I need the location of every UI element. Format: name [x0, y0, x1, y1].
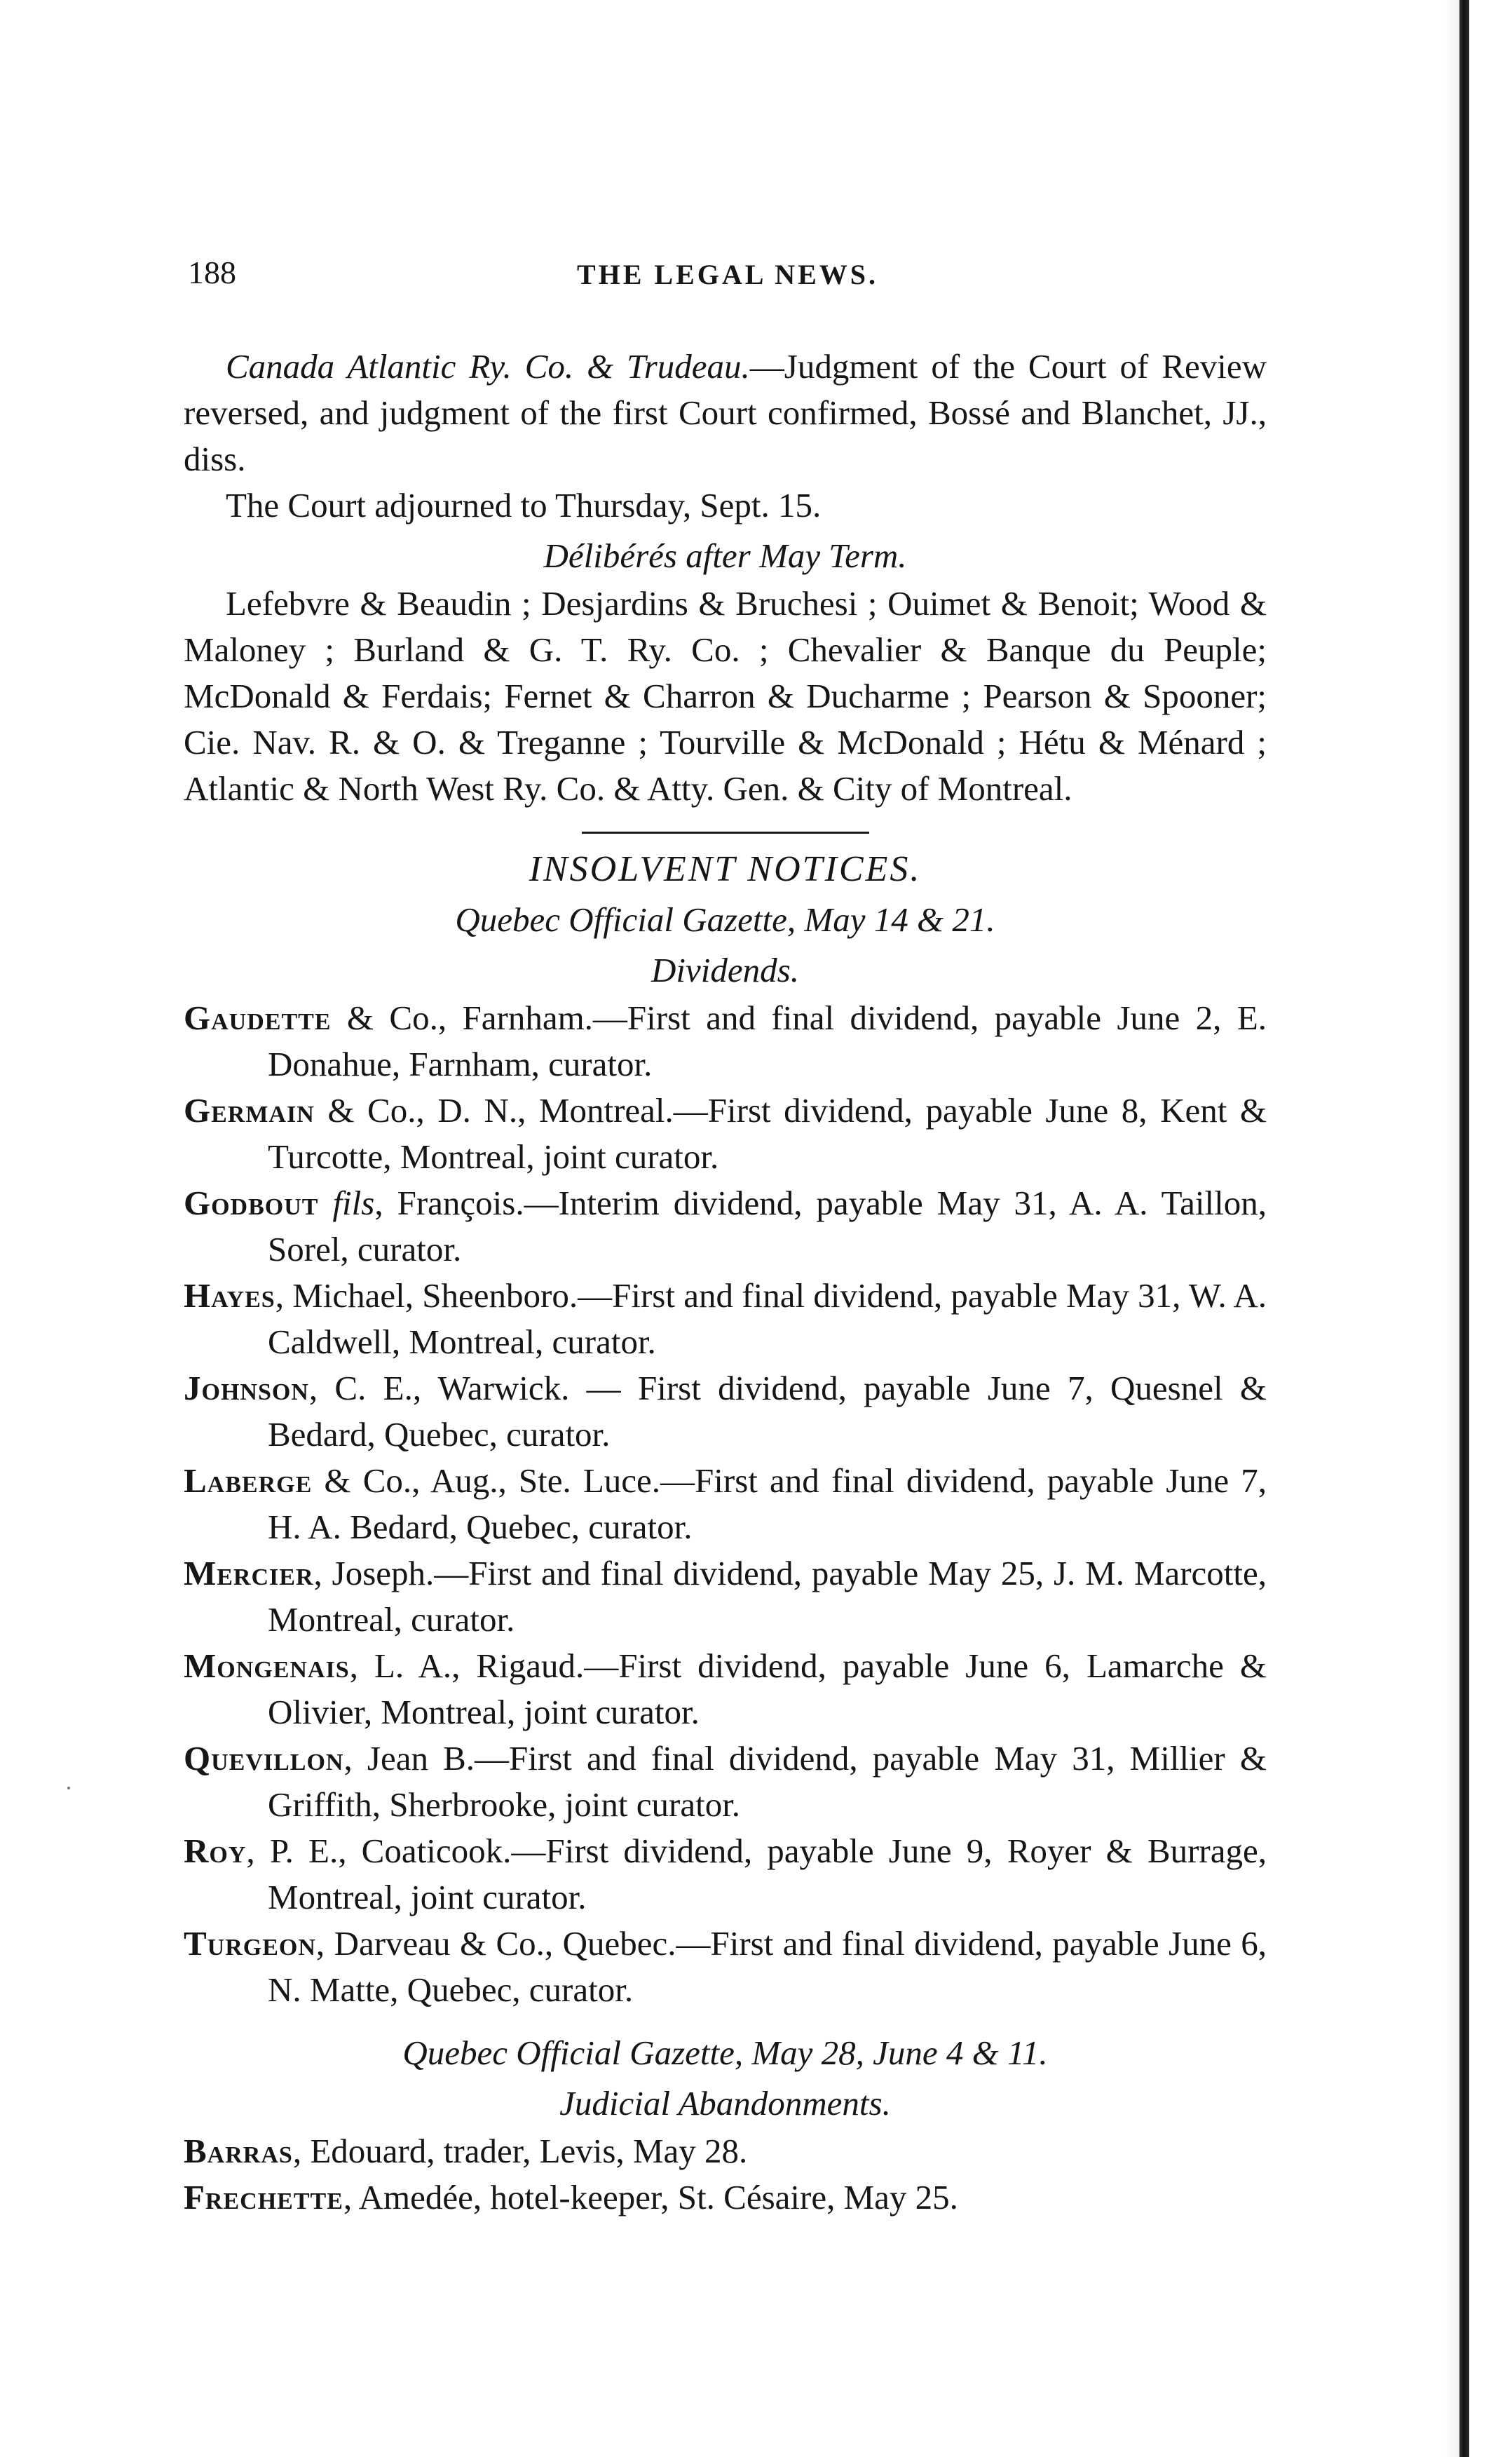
notice-name: Gaudette: [184, 999, 332, 1037]
notice-entry: [184, 995, 1267, 1088]
ink-speck: [67, 1787, 70, 1789]
adjourned-paragraph: The Court adjourned to Thursday, Sept. 15.: [226, 486, 822, 524]
deliberes-heading: Délibérés after May Term.: [543, 536, 907, 575]
case-paragraph: [184, 344, 1267, 482]
case-title: Canada Atlantic Ry. Co. & Trudeau.: [226, 347, 750, 386]
notice-name: Hayes: [184, 1276, 275, 1315]
section-divider: [582, 832, 869, 834]
abandonments-list: [184, 2128, 1267, 2221]
case-text: —Judgment of the Court of Review reversed, and judgment of the first Court confirmed, Bossé and Blanchet, JJ., diss.: [184, 347, 1267, 478]
gazette-heading-2: Quebec Official Gazette, May 28, June 4 & 11.: [402, 2033, 1048, 2072]
notice-details: , Joseph.—First and final dividend, payable May 25, J. M. Marcotte, Montreal, curator.: [268, 1554, 1267, 1639]
notice-details: , Michael, Sheenboro.—First and final dividend, payable May 31, W. A. Caldwell, Montreal, curator.: [268, 1276, 1267, 1361]
notice-details: , P. E., Coaticook.—First dividend, payable June 9, Royer & Burrage, Montreal, joint curator.: [246, 1832, 1267, 1916]
notice-details: , L. A., Rigaud.—First dividend, payable June 6, Lamarche & Olivier, Montreal, joint curator.: [268, 1646, 1267, 1731]
notice-name: Roy: [184, 1832, 247, 1870]
page-number: 188: [188, 255, 236, 290]
running-head: THE LEGAL NEWS.: [576, 259, 879, 290]
notice-entry: [184, 1088, 1267, 1180]
notice-entry: [184, 1365, 1267, 1458]
notice-details: , Jean B.—First and final dividend, payable May 31, Millier & Griffith, Sherbrooke, joint curator.: [268, 1739, 1267, 1824]
insolvent-notices-title: INSOLVENT NOTICES.: [529, 849, 922, 889]
notice-details: , François.—Interim dividend, payable May 31, A. A. Taillon, Sorel, curator.: [268, 1184, 1267, 1268]
notice-name: Frechette: [184, 2178, 343, 2216]
dividends-list: [184, 995, 1267, 2013]
notice-entry: [184, 1180, 1267, 1273]
notice-details: & Co., D. N., Montreal.—First dividend, payable June 8, Kent & Turcotte, Montreal, joint curator.: [268, 1091, 1267, 1176]
notice-entry: [184, 1828, 1267, 1921]
dividends-heading: Dividends.: [651, 951, 799, 989]
notice-name: Quevillon: [184, 1739, 344, 1778]
gazette-heading-1: Quebec Official Gazette, May 14 & 21.: [455, 900, 995, 939]
notice-details: & Co., Farnham.—First and final dividend, payable June 2, E. Donahue, Farnham, curator.: [268, 999, 1267, 1083]
notice-entry: [184, 1735, 1267, 1828]
notice-name: Johnson: [184, 1369, 309, 1407]
notice-entry: [184, 1458, 1267, 1550]
spacer: [184, 2013, 1267, 2026]
notice-details: , Amedée, hotel-keeper, St. Césaire, May 25.: [343, 2178, 958, 2216]
notice-name: Mercier: [184, 1554, 314, 1592]
notice-entry: [184, 1921, 1267, 2013]
notice-details: & Co., Aug., Ste. Luce.—First and final dividend, payable June 7, H. A. Bedard, Quebec, curator.: [268, 1461, 1267, 1546]
notice-name: Godbout: [184, 1184, 319, 1222]
notice-details: , C. E., Warwick. — First dividend, payable June 7, Quesnel & Bedard, Quebec, curator.: [268, 1369, 1267, 1454]
page-body: [184, 344, 1267, 2221]
notice-name-suffix: fils: [318, 1184, 375, 1222]
page-header: [188, 254, 1267, 303]
notice-details: , Darveau & Co., Quebec.—First and final dividend, payable June 6, N. Matte, Quebec, curator.: [268, 1924, 1267, 2009]
notice-entry: [184, 2128, 1267, 2174]
notice-entry: [184, 1643, 1267, 1735]
binding-edge: [1459, 0, 1469, 2457]
notice-name: Barras: [184, 2132, 293, 2170]
notice-name: Laberge: [184, 1461, 313, 1500]
notice-entry: [184, 2174, 1267, 2221]
notice-entry: [184, 1273, 1267, 1365]
notice-name: Mongenais: [184, 1646, 350, 1685]
page-shadow: [1444, 0, 1461, 2457]
notice-entry: [184, 1550, 1267, 1643]
deliberes-paragraph: Lefebvre & Beaudin ; Desjardins & Bruchesi ; Ouimet & Benoit; Wood & Maloney ; Burland & G. T. Ry. Co. ; Chevalier & Banque du Peuple; McDonald & Ferdais; Fernet & Charron & Ducharme ; Pearson & Spooner; Cie. Nav. R. & O. & Treganne ; Tourville & McDonald ; Hétu & Ménard ; Atlantic & North West Ry. Co. & Atty. Gen. & City of Montreal.: [184, 584, 1267, 808]
abandonments-heading: Judicial Abandonments.: [559, 2084, 891, 2123]
notice-name: Turgeon: [184, 1924, 316, 1963]
notice-name: Germain: [184, 1091, 315, 1130]
notice-details: , Edouard, trader, Levis, May 28.: [292, 2132, 748, 2170]
